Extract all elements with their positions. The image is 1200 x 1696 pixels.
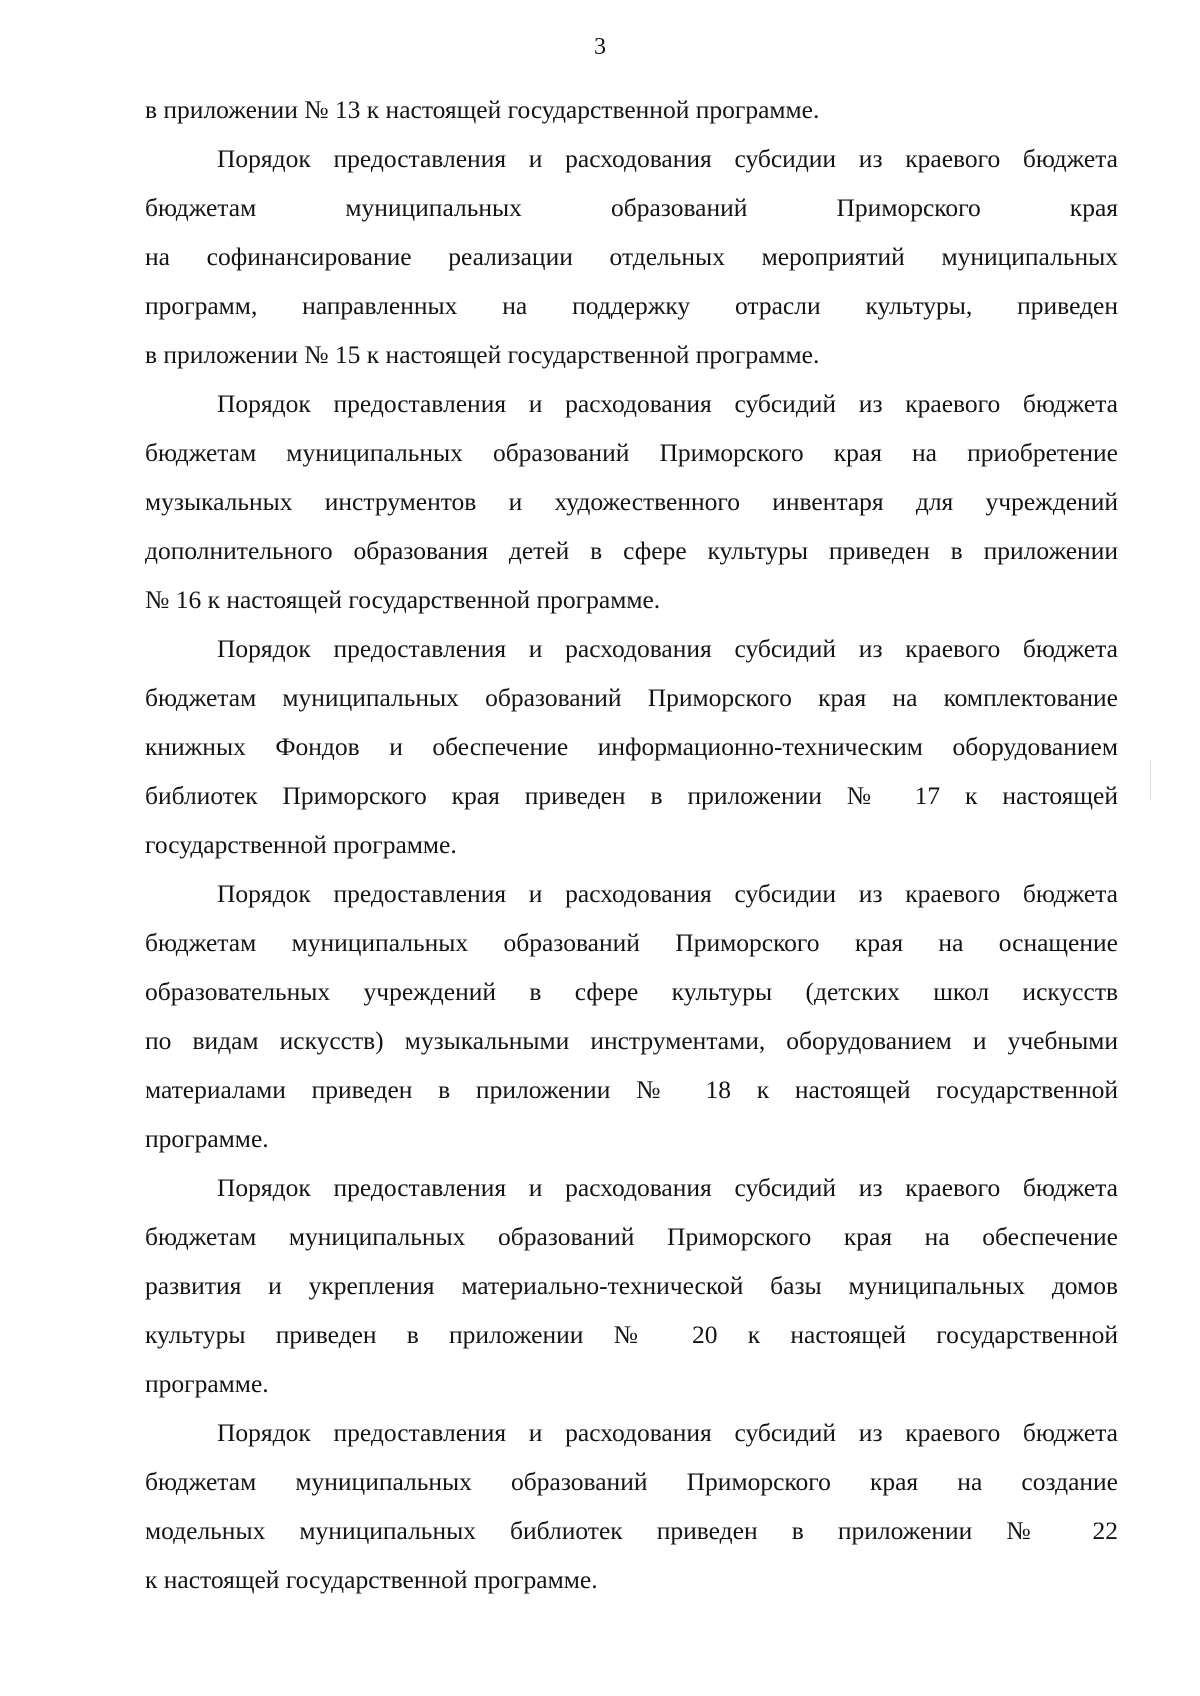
text-line: музыкальных инструментов и художественного инвентаря для учреждений [145,487,1118,516]
text-line: № 16 к настоящей государственной программе. [145,585,661,614]
text-line: Порядок предоставления и расходования субсидий из краевого бюджета [217,389,1118,418]
text-line: программ, направленных на поддержку отрасли культуры, приведен [145,291,1118,320]
paragraph-subsidy-houses-of-culture [145,1163,1118,1408]
text-line: библиотек Приморского края приведен в приложении № 17 к настоящей [145,781,1118,810]
text-line: бюджетам муниципальных образований Приморского края на приобретение [145,438,1118,467]
text-line: Порядок предоставления и расходования субсидии из краевого бюджета [217,879,1118,908]
text-line: Порядок предоставления и расходования субсидий из краевого бюджета [217,634,1118,663]
text-line: к настоящей государственной программе. [145,1565,598,1594]
paragraph-continuation [145,85,1118,134]
paragraph-subsidy-culture-programs [145,134,1118,379]
document-body [145,85,1118,1604]
text-line: государственной программе. [145,830,457,859]
text-line: Порядок предоставления и расходования субсидии из краевого бюджета [217,144,1118,173]
text-line: материалами приведен в приложении № 18 к настоящей государственной [145,1075,1118,1104]
paragraph-subsidy-model-libraries [145,1408,1118,1604]
paragraph-subsidy-musical-instruments [145,379,1118,624]
text-line: на софинансирование реализации отдельных мероприятий муниципальных [145,242,1118,271]
text-line: бюджетам муниципальных образований Приморского края на оснащение [145,928,1118,957]
text-line: образовательных учреждений в сфере культуры (детских школ искусств [145,977,1118,1006]
text-line: программе. [145,1124,269,1153]
text-line: развития и укрепления материально-технической базы муниципальных домов [145,1271,1118,1300]
text-line: модельных муниципальных библиотек приведен в приложении № 22 [145,1516,1118,1545]
text-line: Порядок предоставления и расходования субсидий из краевого бюджета [217,1418,1118,1447]
text-line: Порядок предоставления и расходования субсидий из краевого бюджета [217,1173,1118,1202]
paragraph-subsidy-art-schools [145,869,1118,1163]
text-line: в приложении № 15 к настоящей государственной программе. [145,340,820,369]
text-line: по видам искусств) музыкальными инструментами, оборудованием и учебными [145,1026,1118,1055]
text-line: культуры приведен в приложении № 20 к настоящей государственной [145,1320,1118,1349]
paragraph-subsidy-library-funds [145,624,1118,869]
text-line: бюджетам муниципальных образований Приморского края на обеспечение [145,1222,1118,1251]
page-number: 3 [594,34,606,60]
text-line: бюджетам муниципальных образований Приморского края [145,193,1118,222]
text-line: дополнительного образования детей в сфере культуры приведен в приложении [145,536,1118,565]
text-line: программе. [145,1369,269,1398]
text-line: книжных Фондов и обеспечение информационно-техническим оборудованием [145,732,1118,761]
text-line: бюджетам муниципальных образований Приморского края на создание [145,1467,1118,1496]
text-line: в приложении № 13 к настоящей государственной программе. [145,95,820,124]
text-line: бюджетам муниципальных образований Приморского края на комплектование [145,683,1118,712]
scan-artifact [1150,760,1151,800]
